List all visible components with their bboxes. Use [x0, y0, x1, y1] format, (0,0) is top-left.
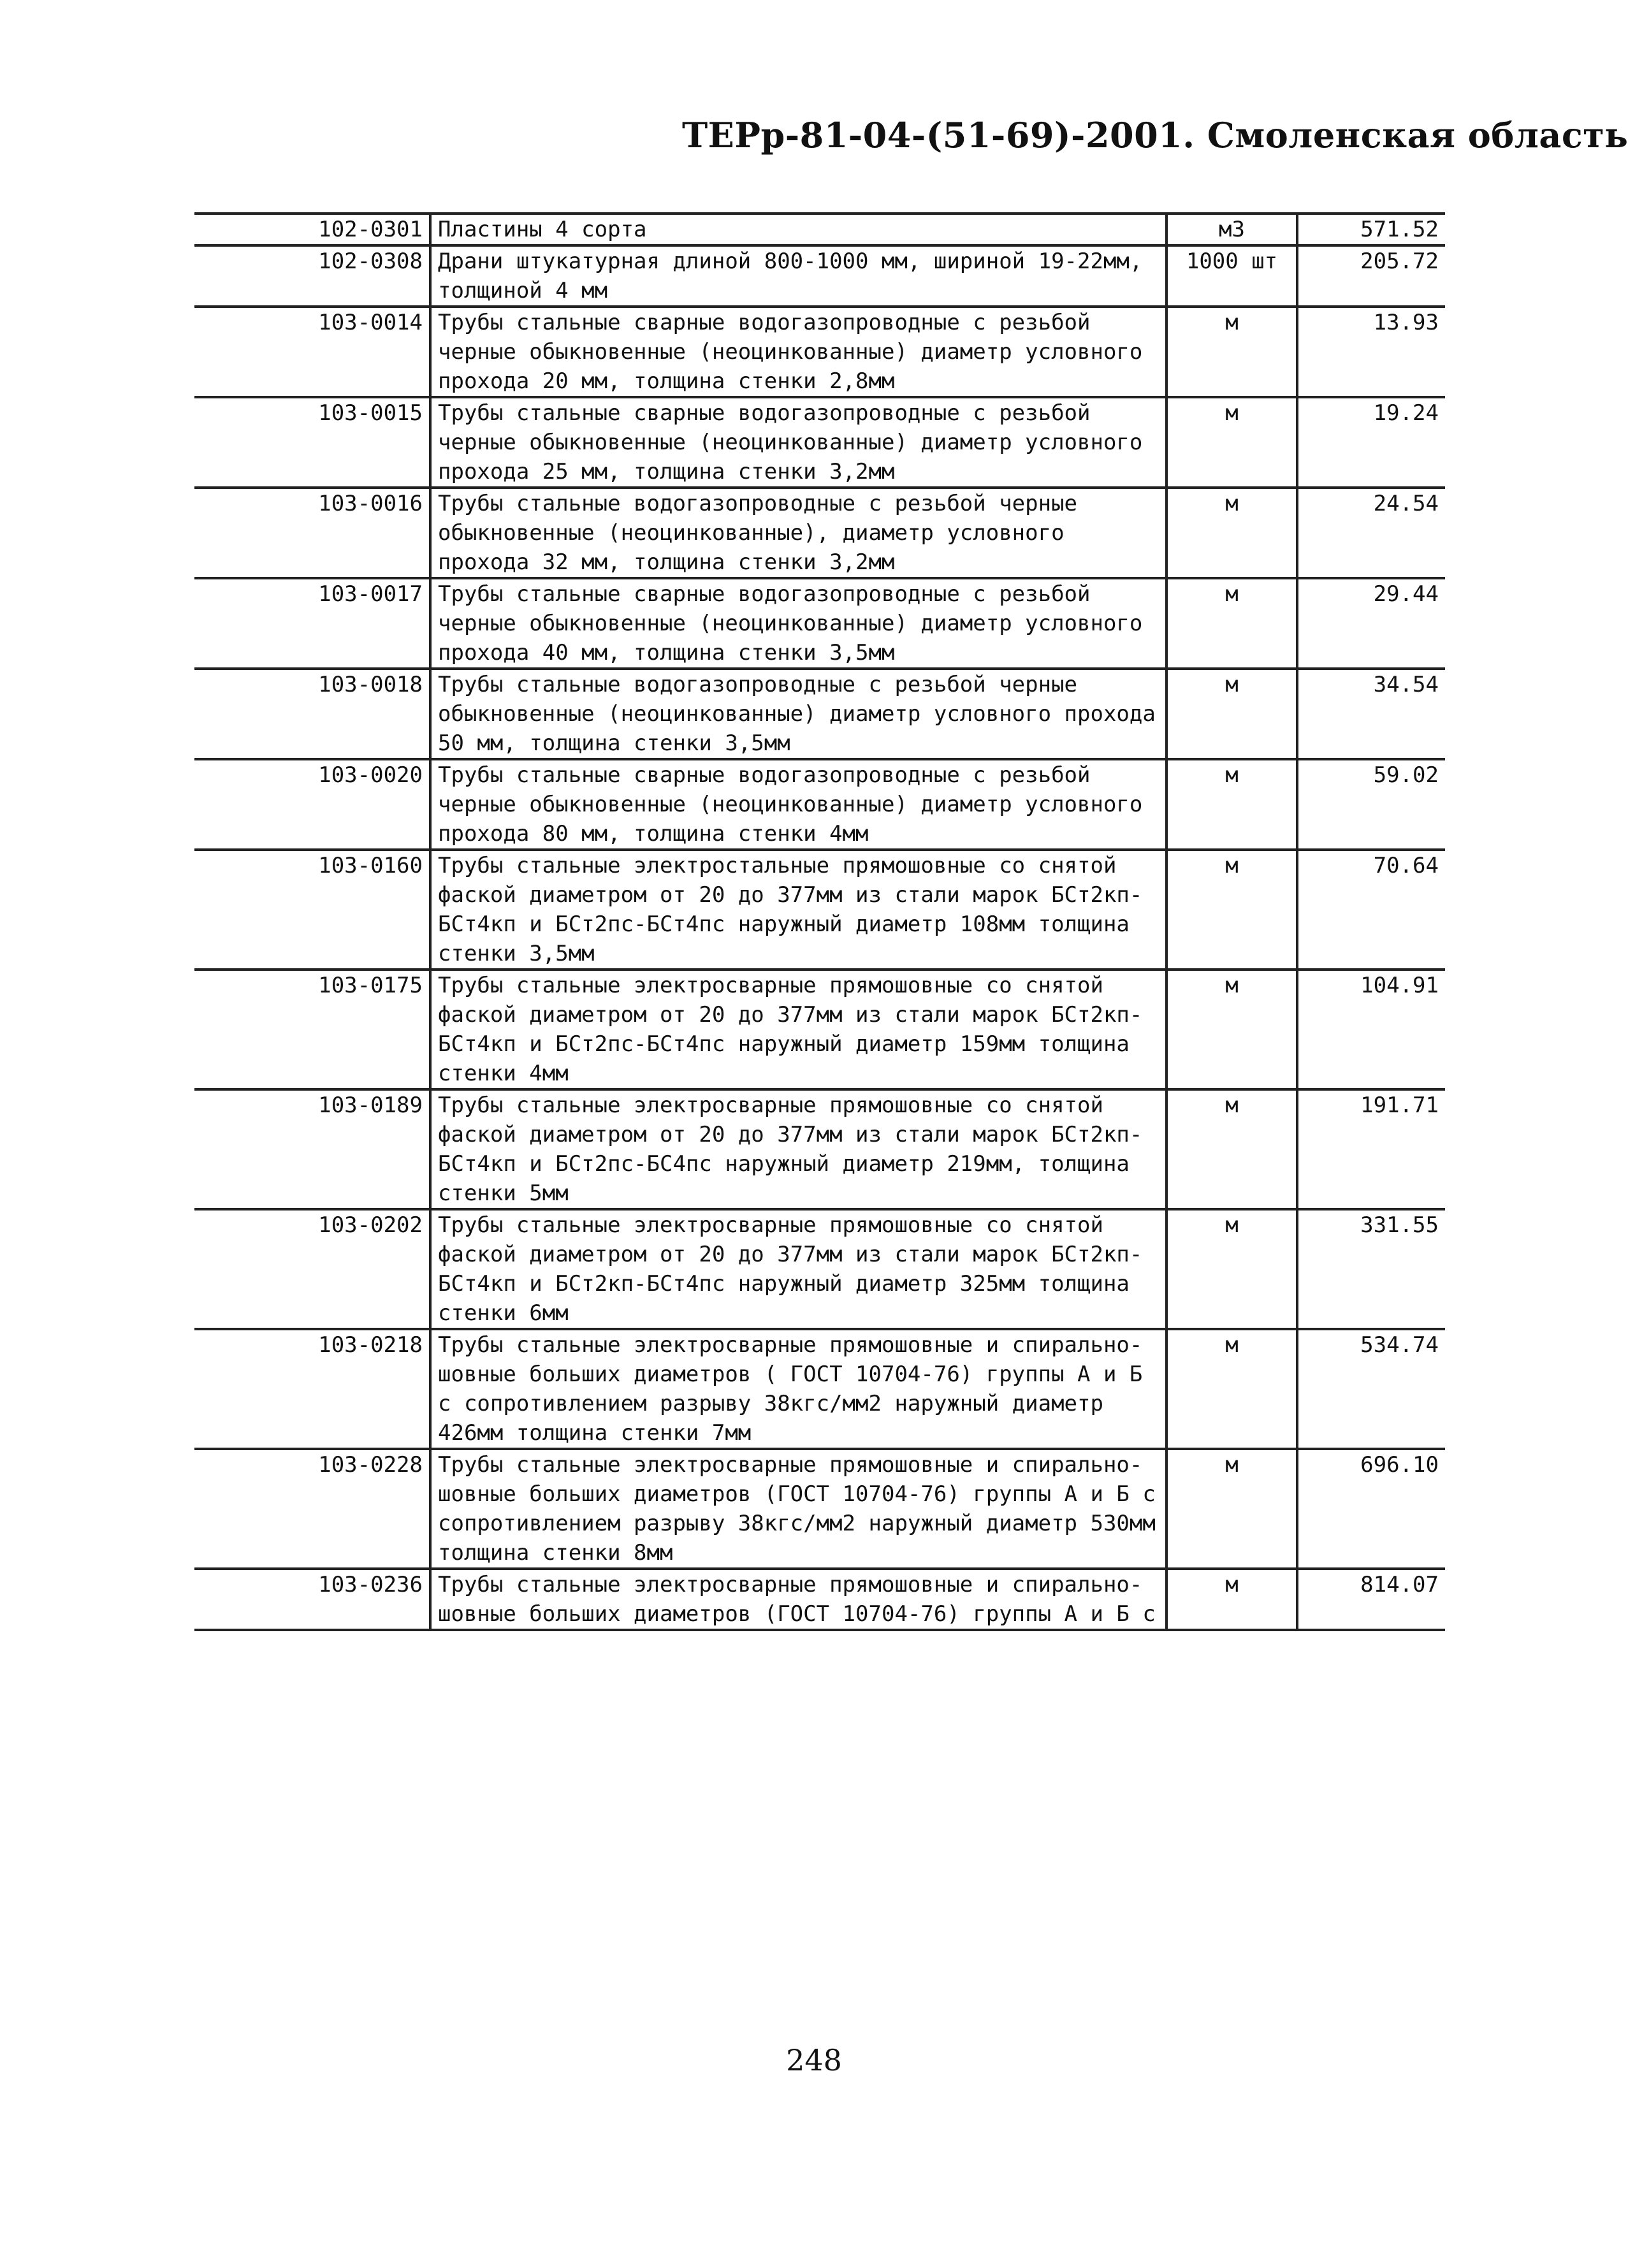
- material-code-cell: 103-0236: [194, 1569, 430, 1630]
- price-cell: 24.54: [1297, 488, 1445, 578]
- table-row: [194, 488, 1445, 578]
- material-name-cell: Трубы стальные электросварные прямошовные и спирально-шовные больших диаметров (ГОСТ 10704-76) группы А и Б с: [430, 1569, 1166, 1630]
- price-cell: 191.71: [1297, 1089, 1445, 1209]
- material-code-cell: 103-0175: [194, 970, 430, 1089]
- unit-cell: м: [1166, 1569, 1297, 1630]
- material-name-cell: Пластины 4 сорта: [430, 214, 1166, 245]
- material-name-cell: Трубы стальные сварные водогазопроводные с резьбой черные обыкновенные (неоцинкованные) диаметр условного прохода 40 мм, толщина стенки 3,5мм: [430, 578, 1166, 669]
- price-table-body: [194, 214, 1445, 1630]
- material-name-cell: Трубы стальные электросварные прямошовные и спирально-шовные больших диаметров ( ГОСТ 10704-76) группы А и Б с сопротивлением разрыву 38кгс/мм2 наружный диаметр 426мм толщина стенки 7мм: [430, 1329, 1166, 1449]
- price-cell: 29.44: [1297, 578, 1445, 669]
- table-row: [194, 1209, 1445, 1329]
- price-table: [194, 212, 1445, 1631]
- material-code-cell: 102-0301: [194, 214, 430, 245]
- material-code-cell: 103-0228: [194, 1449, 430, 1569]
- price-cell: 13.93: [1297, 307, 1445, 397]
- price-cell: 534.74: [1297, 1329, 1445, 1449]
- unit-cell: м: [1166, 307, 1297, 397]
- unit-cell: м: [1166, 1089, 1297, 1209]
- material-code-cell: 102-0308: [194, 245, 430, 307]
- unit-cell: м: [1166, 1329, 1297, 1449]
- material-name-cell: Трубы стальные водогазопроводные с резьбой черные обыкновенные (неоцинкованные) диаметр условного прохода 50 мм, толщина стенки 3,5мм: [430, 669, 1166, 759]
- material-code-cell: 103-0189: [194, 1089, 430, 1209]
- material-code-cell: 103-0020: [194, 759, 430, 850]
- price-cell: 814.07: [1297, 1569, 1445, 1630]
- unit-cell: м: [1166, 578, 1297, 669]
- material-code-cell: 103-0014: [194, 307, 430, 397]
- unit-cell: м3: [1166, 214, 1297, 245]
- material-name-cell: Трубы стальные электросварные прямошовные со снятой фаской диаметром от 20 до 377мм из стали марок БСт2кп-БСт4кп и БСт2пс-БСт4пс наружный диаметр 159мм толщина стенки 4мм: [430, 970, 1166, 1089]
- material-name-cell: Трубы стальные сварные водогазопроводные с резьбой черные обыкновенные (неоцинкованные) диаметр условного прохода 20 мм, толщина стенки 2,8мм: [430, 307, 1166, 397]
- price-cell: 571.52: [1297, 214, 1445, 245]
- table-row: [194, 759, 1445, 850]
- unit-cell: м: [1166, 488, 1297, 578]
- table-row: [194, 1089, 1445, 1209]
- price-cell: 70.64: [1297, 850, 1445, 970]
- table-row: [194, 1329, 1445, 1449]
- material-name-cell: Трубы стальные сварные водогазопроводные с резьбой черные обыкновенные (неоцинкованные) диаметр условного прохода 25 мм, толщина стенки 3,2мм: [430, 397, 1166, 488]
- material-code-cell: 103-0160: [194, 850, 430, 970]
- table-row: [194, 850, 1445, 970]
- price-cell: 59.02: [1297, 759, 1445, 850]
- price-cell: 34.54: [1297, 669, 1445, 759]
- unit-cell: м: [1166, 970, 1297, 1089]
- unit-cell: 1000 шт: [1166, 245, 1297, 307]
- table-row: [194, 397, 1445, 488]
- page-title: ТЕРр-81-04-(51-69)-2001. Смоленская область: [682, 115, 1628, 156]
- material-name-cell: Трубы стальные электросварные прямошовные со снятой фаской диаметром от 20 до 377мм из стали марок БСт2кп-БСт4кп и БСт2кп-БСт4пс наружный диаметр 325мм толщина стенки 6мм: [430, 1209, 1166, 1329]
- unit-cell: м: [1166, 1209, 1297, 1329]
- material-code-cell: 103-0218: [194, 1329, 430, 1449]
- material-name-cell: Трубы стальные электросварные прямошовные и спирально-шовные больших диаметров (ГОСТ 10704-76) группы А и Б с сопротивлением разрыву 38кгс/мм2 наружный диаметр 530мм толщина стенки 8мм: [430, 1449, 1166, 1569]
- price-cell: 205.72: [1297, 245, 1445, 307]
- material-name-cell: Трубы стальные электросварные прямошовные со снятой фаской диаметром от 20 до 377мм из стали марок БСт2кп-БСт4кп и БСт2пс-БС4пс наружный диаметр 219мм, толщина стенки 5мм: [430, 1089, 1166, 1209]
- unit-cell: м: [1166, 669, 1297, 759]
- price-cell: 19.24: [1297, 397, 1445, 488]
- table-row: [194, 214, 1445, 245]
- material-code-cell: 103-0017: [194, 578, 430, 669]
- material-code-cell: 103-0018: [194, 669, 430, 759]
- price-cell: 104.91: [1297, 970, 1445, 1089]
- table-row: [194, 307, 1445, 397]
- material-name-cell: Трубы стальные водогазопроводные с резьбой черные обыкновенные (неоцинкованные), диаметр условного прохода 32 мм, толщина стенки 3,2мм: [430, 488, 1166, 578]
- material-name-cell: Трубы стальные сварные водогазопроводные с резьбой черные обыкновенные (неоцинкованные) диаметр условного прохода 80 мм, толщина стенки 4мм: [430, 759, 1166, 850]
- table-row: [194, 245, 1445, 307]
- table-row: [194, 970, 1445, 1089]
- material-name-cell: Трубы стальные электростальные прямошовные со снятой фаской диаметром от 20 до 377мм из стали марок БСт2кп-БСт4кп и БСт2пс-БСт4пс наружный диаметр 108мм толщина стенки 3,5мм: [430, 850, 1166, 970]
- material-code-cell: 103-0016: [194, 488, 430, 578]
- material-code-cell: 103-0015: [194, 397, 430, 488]
- table-row: [194, 669, 1445, 759]
- table-row: [194, 1449, 1445, 1569]
- price-cell: 696.10: [1297, 1449, 1445, 1569]
- unit-cell: м: [1166, 397, 1297, 488]
- unit-cell: м: [1166, 850, 1297, 970]
- material-name-cell: Драни штукатурная длиной 800-1000 мм, шириной 19-22мм, толщиной 4 мм: [430, 245, 1166, 307]
- material-code-cell: 103-0202: [194, 1209, 430, 1329]
- table-row: [194, 578, 1445, 669]
- table-row: [194, 1569, 1445, 1630]
- unit-cell: м: [1166, 759, 1297, 850]
- price-cell: 331.55: [1297, 1209, 1445, 1329]
- unit-cell: м: [1166, 1449, 1297, 1569]
- page-number: 248: [786, 2043, 842, 2077]
